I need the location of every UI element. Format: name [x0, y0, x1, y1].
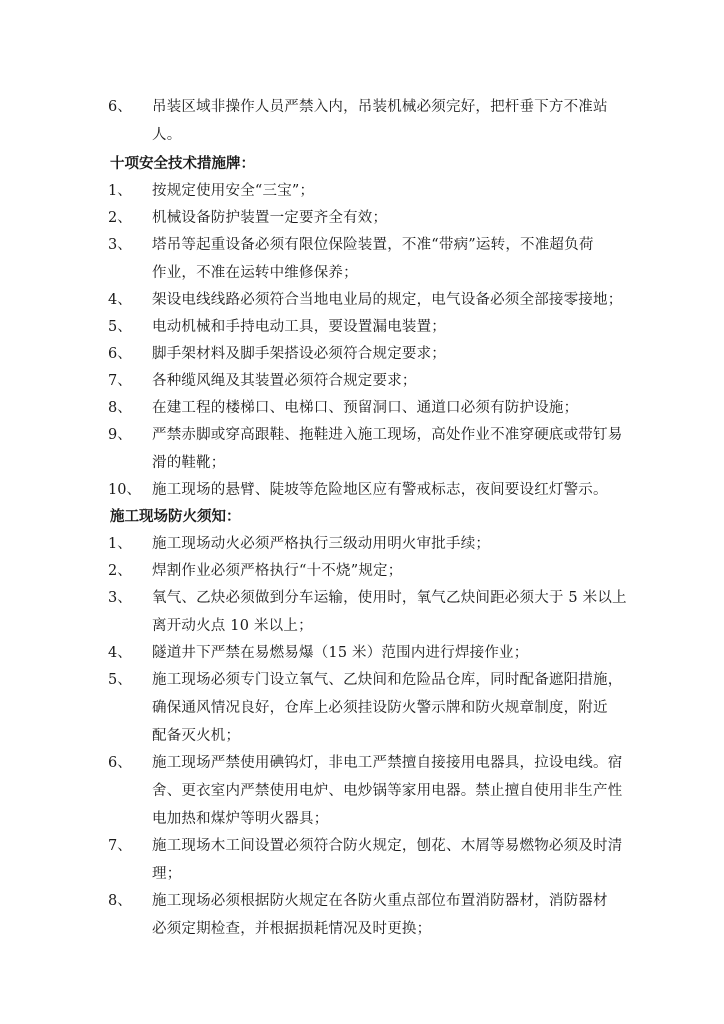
item-text: 架设电线线路必须符合当地电业局的规定，电气设备必须全部接零接地；: [152, 292, 623, 308]
item-text: 隧道井下严禁在易燃易爆（15 米）范围内进行焊接作业；: [152, 645, 529, 661]
item-text: 在建工程的楼梯口、电梯口、预留洞口、通道口必须有防护设施；: [152, 400, 579, 416]
item-text: 施工现场的悬臂、陡坡等危险地区应有警戒标志，夜间要设红灯警示。: [152, 482, 608, 498]
item-number: 2、: [108, 563, 132, 579]
item-text: 电动机械和手持电动工具，要设置漏电装置；: [152, 319, 446, 335]
item-text: 施工现场必须根据防火规定在各防火重点部位布置消防器材，消防器材: [152, 893, 608, 909]
item-number: 2、: [108, 210, 132, 226]
section-heading: 十项安全技术措施牌：: [110, 156, 255, 172]
item-number: 8、: [108, 893, 132, 909]
item-text: 施工现场严禁使用碘钨灯，非电工严禁擅自接接用电器具，拉设电线。宿: [152, 755, 623, 771]
item-number: 9、: [108, 427, 132, 443]
item-text: 机械设备防护装置一定要齐全有效；: [152, 210, 388, 226]
item-number: 3、: [108, 237, 132, 253]
item-number: 4、: [108, 292, 132, 308]
item-text: 吊装区域非操作人员严禁入内，吊装机械必须完好，把杆垂下方不准站: [152, 99, 608, 115]
item-text: 配备灭火机；: [152, 728, 241, 744]
item-text: 离开动火点 10 米以上；: [152, 618, 313, 634]
item-number: 3、: [108, 590, 132, 606]
item-text: 脚手架材料及脚手架搭设必须符合规定要求；: [152, 346, 446, 362]
item-text: 氧气、乙炔必须做到分车运输，使用时，氧气乙炔间距必须大于 5 米以上: [152, 590, 627, 606]
item-number: 6、: [108, 755, 132, 771]
item-text: 各种缆风绳及其装置必须符合规定要求；: [152, 373, 417, 389]
item-number: 1、: [108, 536, 132, 552]
item-number: 5、: [108, 672, 132, 688]
item-number: 10、: [108, 482, 141, 498]
item-number: 6、: [108, 346, 132, 362]
item-number: 7、: [108, 373, 132, 389]
item-text: 电加热和煤炉等明火器具；: [152, 811, 329, 827]
item-text: 按规定使用安全“三宝”；: [152, 183, 315, 199]
section-heading: 施工现场防火须知：: [110, 509, 241, 525]
item-text: 必须定期检查，并根据损耗情况及时更换；: [152, 921, 432, 937]
item-text: 施工现场木工间设置必须符合防火规定，刨花、木屑等易燃物必须及时清: [152, 838, 623, 854]
item-text: 理；: [152, 866, 182, 882]
item-text: 确保通风情况良好，仓库上必须挂设防火警示牌和防火规章制度，附近: [152, 700, 608, 716]
item-text: 塔吊等起重设备必须有限位保险装置，不准“带病”运转，不准超负荷: [152, 237, 594, 253]
item-text: 作业，不准在运转中维修保养；: [152, 265, 358, 281]
item-number: 6、: [108, 99, 132, 115]
item-number: 7、: [108, 838, 132, 854]
item-text: 施工现场必须专门设立氧气、乙炔间和危险品仓库，同时配备遮阳措施，: [152, 672, 623, 688]
item-text: 人。: [152, 127, 182, 143]
item-text: 焊割作业必须严格执行“十不烧”规定；: [152, 563, 403, 579]
item-number: 8、: [108, 400, 132, 416]
item-text: 舍、更衣室内严禁使用电炉、电炒锅等家用电器。禁止擅自使用非生产性: [152, 783, 623, 799]
item-number: 4、: [108, 645, 132, 661]
item-text: 滑的鞋靴；: [152, 455, 226, 471]
item-number: 5、: [108, 319, 132, 335]
item-text: 施工现场动火必须严格执行三级动用明火审批手续；: [152, 536, 491, 552]
item-text: 严禁赤脚或穿高跟鞋、拖鞋进入施工现场，高处作业不准穿硬底或带钉易: [152, 427, 623, 443]
item-number: 1、: [108, 183, 132, 199]
